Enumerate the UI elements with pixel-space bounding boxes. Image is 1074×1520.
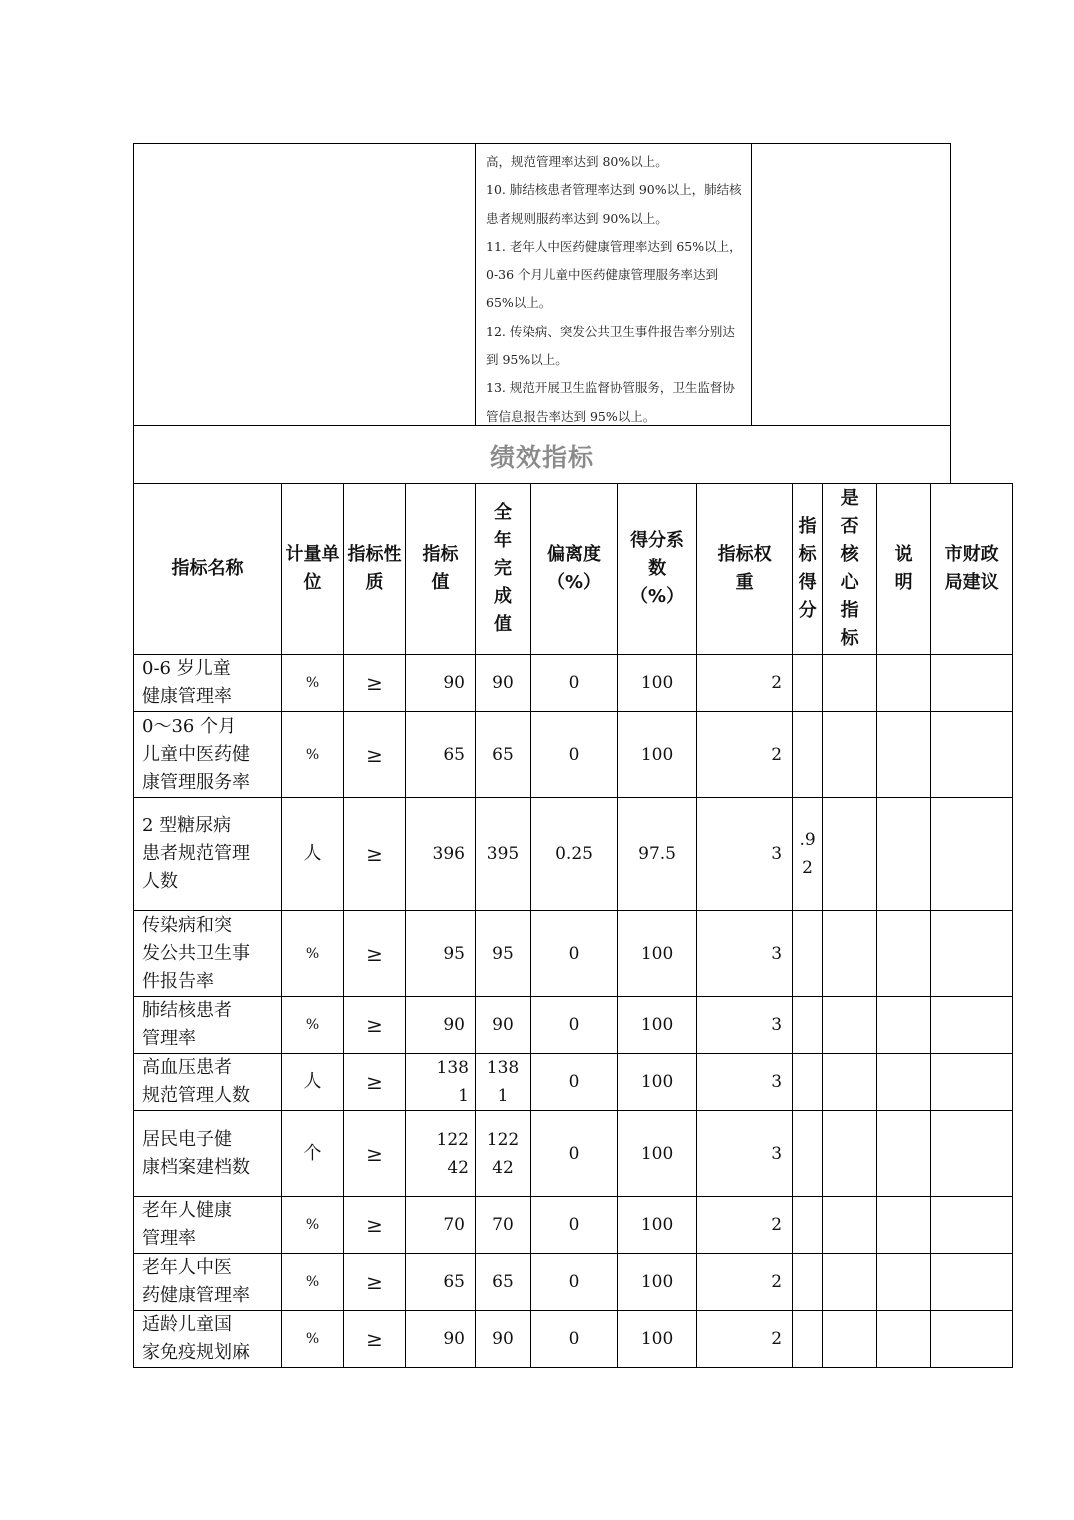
row-value: 95: [406, 911, 476, 997]
row-unit: %: [282, 997, 344, 1054]
row-value: 396: [406, 798, 476, 911]
row-completed: 65: [476, 712, 531, 798]
continued-section: [133, 143, 951, 426]
row-deviation: 0: [531, 1111, 618, 1197]
row-note: [877, 798, 931, 911]
row-completed: 395: [476, 798, 531, 911]
row-deviation: 0: [531, 911, 618, 997]
row-completed: 90: [476, 655, 531, 712]
header-weight: 指标权重: [697, 484, 793, 655]
metrics-table: [133, 483, 1013, 1368]
row-coefficient: 100: [618, 1254, 697, 1311]
row-name: [134, 911, 282, 997]
row-nature: ≥: [344, 1054, 406, 1111]
row-nature: ≥: [344, 798, 406, 911]
row-weight: 2: [697, 1254, 793, 1311]
row-name-line: 件报告率: [142, 970, 214, 992]
row-unit: %: [282, 655, 344, 712]
continued-text: [486, 148, 744, 431]
row-value: 1381: [406, 1054, 476, 1111]
row-core: [823, 1254, 877, 1311]
row-note: [877, 1111, 931, 1197]
row-core: [823, 1311, 877, 1368]
row-coefficient: 100: [618, 911, 697, 997]
row-value: 70: [406, 1197, 476, 1254]
row-unit: 人: [282, 1054, 344, 1111]
row-weight: 3: [697, 911, 793, 997]
header-deviation: 偏离度（%）: [531, 484, 618, 655]
row-weight: 2: [697, 1311, 793, 1368]
row-score: [793, 1111, 823, 1197]
row-deviation: 0: [531, 1197, 618, 1254]
header-coefficient: 得分系数（%）: [618, 484, 697, 655]
row-name: [134, 1197, 282, 1254]
row-name: [134, 655, 282, 712]
row-unit: %: [282, 1311, 344, 1368]
continued-line: 10. 肺结核患者管理率达到 90%以上，肺结核患者规则服药率达到 90%以上。: [486, 182, 742, 226]
row-completed: 70: [476, 1197, 531, 1254]
table-row: [134, 997, 1013, 1054]
row-note: [877, 1197, 931, 1254]
row-core: [823, 798, 877, 911]
row-name: [134, 712, 282, 798]
row-nature: ≥: [344, 712, 406, 798]
row-unit: %: [282, 911, 344, 997]
row-coefficient: 100: [618, 1197, 697, 1254]
row-name-line: 0-6 岁儿童: [142, 658, 231, 679]
row-core: [823, 712, 877, 798]
row-value: 90: [406, 997, 476, 1054]
row-name-line: 儿童中医药健: [142, 743, 250, 765]
header-suggestion: 市财政局建议: [931, 484, 1013, 655]
row-note: [877, 1311, 931, 1368]
row-score: [793, 1311, 823, 1368]
row-score: [793, 911, 823, 997]
header-score: 指标得分: [793, 484, 823, 655]
row-deviation: 0: [531, 1254, 618, 1311]
row-coefficient: 100: [618, 1311, 697, 1368]
section-title: 绩效指标: [489, 443, 594, 472]
row-completed: 90: [476, 997, 531, 1054]
row-value: 12242: [406, 1111, 476, 1197]
header-value: 指标值: [406, 484, 476, 655]
row-score: [793, 997, 823, 1054]
row-note: [877, 911, 931, 997]
row-unit: %: [282, 1254, 344, 1311]
row-name-line: 肺结核患者: [142, 1000, 232, 1021]
row-name-line: 家免疫规划麻: [142, 1342, 250, 1363]
row-name: [134, 997, 282, 1054]
row-nature: ≥: [344, 655, 406, 712]
row-name-line: 发公共卫生事: [142, 942, 250, 964]
table-row: [134, 712, 1013, 798]
row-name-line: 患者规范管理: [142, 843, 250, 864]
table-row: [134, 1111, 1013, 1197]
row-value: 65: [406, 712, 476, 798]
row-name-line: 高血压患者: [142, 1057, 232, 1078]
row-weight: 2: [697, 1197, 793, 1254]
row-weight: 3: [697, 1111, 793, 1197]
row-name-line: 管理率: [142, 1028, 196, 1049]
row-core: [823, 655, 877, 712]
continued-line: 11. 老年人中医药健康管理率达到 65%以上，0-36 个月儿童中医药健康管理服务率达到 65%以上。: [486, 238, 742, 311]
row-note: [877, 997, 931, 1054]
continued-line: 12. 传染病、突发公共卫生事件报告率分别达到 95%以上。: [486, 323, 735, 368]
row-value: 90: [406, 655, 476, 712]
row-suggestion: [931, 1197, 1013, 1254]
row-deviation: 0.25: [531, 798, 618, 911]
row-weight: 3: [697, 798, 793, 911]
row-name: [134, 1254, 282, 1311]
row-nature: ≥: [344, 997, 406, 1054]
row-name-line: 老年人中医: [142, 1257, 232, 1278]
row-name-line: 健康管理率: [142, 686, 232, 707]
row-name-line: 管理率: [142, 1228, 196, 1249]
row-weight: 3: [697, 997, 793, 1054]
row-name-line: 规范管理人数: [142, 1085, 250, 1106]
row-nature: ≥: [344, 1311, 406, 1368]
row-deviation: 0: [531, 997, 618, 1054]
row-value: 65: [406, 1254, 476, 1311]
row-core: [823, 911, 877, 997]
row-name-line: 居民电子健: [142, 1128, 232, 1150]
row-coefficient: 100: [618, 1111, 697, 1197]
row-deviation: 0: [531, 655, 618, 712]
table-row: [134, 911, 1013, 997]
row-coefficient: 100: [618, 655, 697, 712]
header-core: 是否核心指标: [823, 484, 877, 655]
row-suggestion: [931, 798, 1013, 911]
table-row: [134, 1054, 1013, 1111]
row-deviation: 0: [531, 1311, 618, 1368]
row-name-line: 人数: [142, 871, 178, 892]
row-unit: %: [282, 712, 344, 798]
row-value: 90: [406, 1311, 476, 1368]
row-score: [793, 1054, 823, 1111]
row-score: .92: [793, 798, 823, 911]
row-note: [877, 655, 931, 712]
header-completed: 全年完成值: [476, 484, 531, 655]
row-name: [134, 1054, 282, 1111]
row-name-line: 2 型糖尿病: [142, 815, 232, 836]
table-row: [134, 655, 1013, 712]
row-name-line: 0～36 个月: [142, 715, 237, 737]
continued-line: 高，规范管理率达到 80%以上。: [486, 154, 668, 169]
row-unit: 个: [282, 1111, 344, 1197]
row-suggestion: [931, 997, 1013, 1054]
row-score: [793, 1254, 823, 1311]
row-completed: 12242: [476, 1111, 531, 1197]
row-completed: 95: [476, 911, 531, 997]
row-name: [134, 1311, 282, 1368]
row-weight: 2: [697, 712, 793, 798]
row-core: [823, 1111, 877, 1197]
continued-line: 13. 规范开展卫生监督协管服务，卫生监督协管信息报告率达到 95%以上。: [486, 380, 735, 424]
row-coefficient: 100: [618, 712, 697, 798]
table-row: [134, 1311, 1013, 1368]
row-score: [793, 1197, 823, 1254]
row-core: [823, 997, 877, 1054]
header-note: 说明: [877, 484, 931, 655]
table-row: [134, 1197, 1013, 1254]
column-divider: [751, 144, 752, 425]
row-suggestion: [931, 655, 1013, 712]
row-suggestion: [931, 712, 1013, 798]
row-suggestion: [931, 1311, 1013, 1368]
row-name: [134, 1111, 282, 1197]
table-row: [134, 798, 1013, 911]
row-score: [793, 712, 823, 798]
row-core: [823, 1197, 877, 1254]
row-name-line: 康档案建档数: [142, 1156, 250, 1178]
row-coefficient: 100: [618, 997, 697, 1054]
section-title-band: [133, 426, 951, 484]
table-row: [134, 1254, 1013, 1311]
row-deviation: 0: [531, 712, 618, 798]
row-completed: 90: [476, 1311, 531, 1368]
header-nature: 指标性质: [344, 484, 406, 655]
column-divider: [475, 144, 476, 425]
row-core: [823, 1054, 877, 1111]
row-score: [793, 655, 823, 712]
row-weight: 3: [697, 1054, 793, 1111]
row-name-line: 适龄儿童国: [142, 1314, 232, 1335]
row-deviation: 0: [531, 1054, 618, 1111]
row-nature: ≥: [344, 1254, 406, 1311]
row-suggestion: [931, 1254, 1013, 1311]
row-name-line: 老年人健康: [142, 1200, 232, 1221]
row-note: [877, 1054, 931, 1111]
row-nature: ≥: [344, 1197, 406, 1254]
row-note: [877, 1254, 931, 1311]
row-unit: %: [282, 1197, 344, 1254]
row-nature: ≥: [344, 1111, 406, 1197]
row-coefficient: 97.5: [618, 798, 697, 911]
row-name-line: 药健康管理率: [142, 1285, 250, 1306]
row-suggestion: [931, 1111, 1013, 1197]
row-coefficient: 100: [618, 1054, 697, 1111]
row-suggestion: [931, 911, 1013, 997]
row-weight: 2: [697, 655, 793, 712]
row-unit: 人: [282, 798, 344, 911]
header-row: [134, 484, 1013, 655]
row-name-line: 传染病和突: [142, 914, 232, 936]
row-note: [877, 712, 931, 798]
header-unit: 计量单位: [282, 484, 344, 655]
row-completed: 1381: [476, 1054, 531, 1111]
row-name: [134, 798, 282, 911]
row-completed: 65: [476, 1254, 531, 1311]
row-nature: ≥: [344, 911, 406, 997]
row-name-line: 康管理服务率: [142, 771, 250, 793]
header-name: 指标名称: [134, 484, 282, 655]
row-suggestion: [931, 1054, 1013, 1111]
